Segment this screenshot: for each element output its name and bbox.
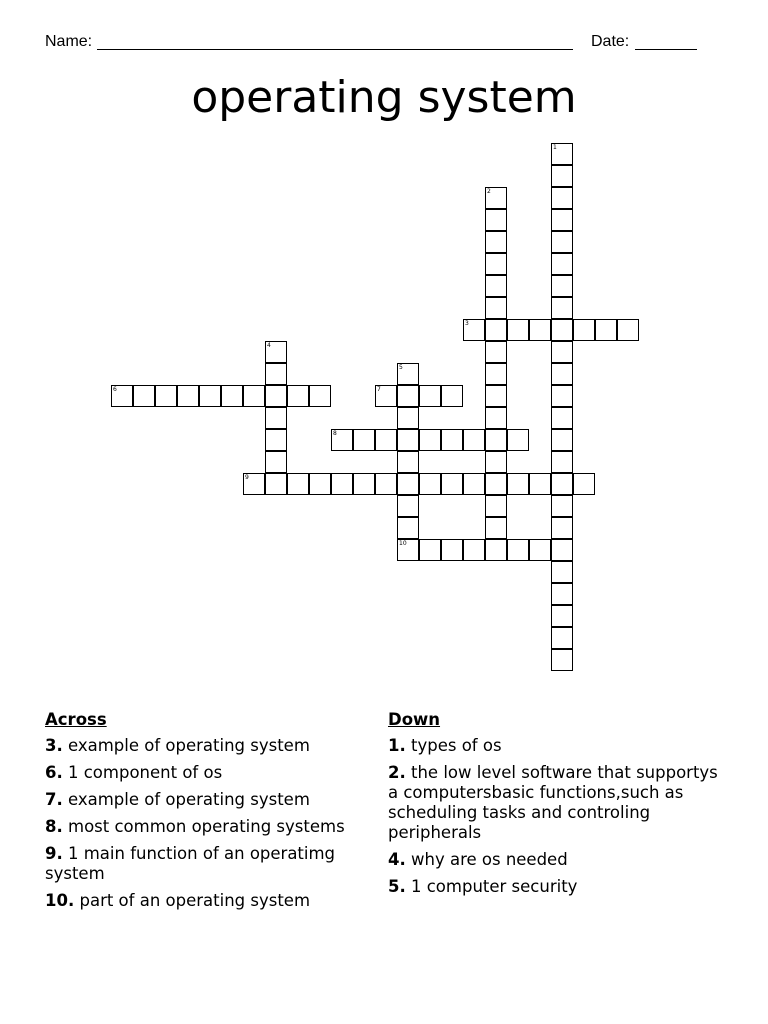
crossword-cell[interactable] — [551, 473, 573, 495]
clue-item-number: 9. — [45, 844, 63, 863]
crossword-cell[interactable] — [573, 319, 595, 341]
crossword-cell[interactable] — [529, 539, 551, 561]
crossword-cell[interactable] — [551, 517, 573, 539]
crossword-cell[interactable] — [551, 297, 573, 319]
crossword-cell[interactable] — [551, 187, 573, 209]
crossword-cell[interactable] — [331, 473, 353, 495]
clue-number: 2 — [487, 188, 491, 195]
clue-item-text: the low level software that supportys a computersbasic functions,such as scheduling tasks and controling peripherals — [388, 763, 718, 842]
down-clues — [388, 710, 728, 904]
crossword-cell[interactable] — [463, 319, 485, 341]
crossword-cell[interactable] — [485, 363, 507, 385]
clue-number: 9 — [245, 474, 249, 481]
crossword-cell[interactable] — [243, 473, 265, 495]
clue-item — [45, 817, 365, 837]
crossword-cell[interactable] — [507, 539, 529, 561]
crossword-cell[interactable] — [529, 319, 551, 341]
crossword-cell[interactable] — [551, 539, 573, 561]
clue-item-text: types of os — [405, 736, 502, 755]
crossword-cell[interactable] — [199, 385, 221, 407]
crossword-cell[interactable] — [551, 583, 573, 605]
crossword-cell[interactable] — [485, 539, 507, 561]
crossword-cell[interactable] — [397, 517, 419, 539]
clue-item-number: 8. — [45, 817, 63, 836]
crossword-cell[interactable] — [419, 539, 441, 561]
clue-number: 4 — [267, 342, 271, 349]
crossword-cell[interactable] — [551, 363, 573, 385]
crossword-cell[interactable] — [551, 275, 573, 297]
crossword-cell[interactable] — [551, 253, 573, 275]
clue-item-number: 1. — [388, 736, 406, 755]
crossword-cell[interactable] — [397, 385, 419, 407]
crossword-cell[interactable] — [331, 429, 353, 451]
crossword-cell[interactable] — [419, 473, 441, 495]
clue-item-text: 1 main function of an operatimg system — [45, 844, 336, 883]
crossword-cell[interactable] — [287, 385, 309, 407]
clue-item-number: 2. — [388, 763, 406, 782]
crossword-cell[interactable] — [441, 473, 463, 495]
crossword-cell[interactable] — [551, 231, 573, 253]
clue-item — [388, 763, 728, 843]
clue-item-text: example of operating system — [62, 790, 310, 809]
clue-item — [388, 877, 728, 897]
crossword-cell[interactable] — [485, 253, 507, 275]
clue-item — [388, 736, 728, 756]
clue-item — [45, 790, 365, 810]
crossword-cell[interactable] — [507, 473, 529, 495]
crossword-cell[interactable] — [485, 275, 507, 297]
crossword-cell[interactable] — [485, 473, 507, 495]
crossword-cell[interactable] — [551, 561, 573, 583]
down-clue-list — [388, 736, 728, 897]
clue-number: 10 — [399, 540, 407, 547]
crossword-cell[interactable] — [507, 319, 529, 341]
crossword-cell[interactable] — [551, 429, 573, 451]
clue-item-number: 5. — [388, 877, 406, 896]
crossword-cell[interactable] — [375, 385, 397, 407]
clue-item-number: 7. — [45, 790, 63, 809]
clue-item — [45, 736, 365, 756]
clue-item — [45, 844, 365, 884]
crossword-cell[interactable] — [551, 319, 573, 341]
crossword-cell[interactable] — [265, 451, 287, 473]
crossword-cell[interactable] — [551, 385, 573, 407]
date-label: Date: — [591, 33, 630, 50]
crossword-cell[interactable] — [595, 319, 617, 341]
crossword-cell[interactable] — [463, 473, 485, 495]
crossword-cell[interactable] — [265, 363, 287, 385]
crossword-cell[interactable] — [485, 341, 507, 363]
crossword-cell[interactable] — [353, 429, 375, 451]
crossword-cell[interactable] — [397, 495, 419, 517]
clue-item-text: part of an operating system — [74, 891, 311, 910]
clue-item — [45, 891, 365, 911]
crossword-cell[interactable] — [265, 429, 287, 451]
clue-number: 7 — [377, 386, 381, 393]
clue-item-text: example of operating system — [62, 736, 310, 755]
crossword-cell[interactable] — [221, 385, 243, 407]
crossword-cell[interactable] — [551, 451, 573, 473]
crossword-cell[interactable] — [485, 517, 507, 539]
down-heading: Down — [388, 710, 441, 729]
crossword-cell[interactable] — [177, 385, 199, 407]
clue-item-number: 4. — [388, 850, 406, 869]
crossword-cell[interactable] — [573, 473, 595, 495]
crossword-cell[interactable] — [485, 231, 507, 253]
crossword-cell[interactable] — [463, 539, 485, 561]
crossword-cell[interactable] — [485, 451, 507, 473]
crossword-cell[interactable] — [507, 429, 529, 451]
clue-item — [388, 850, 728, 870]
crossword-cell[interactable] — [529, 473, 551, 495]
crossword-cell[interactable] — [265, 473, 287, 495]
crossword-cell[interactable] — [617, 319, 639, 341]
crossword-cell[interactable] — [375, 429, 397, 451]
crossword-cell[interactable] — [287, 473, 309, 495]
across-heading: Across — [45, 710, 107, 729]
crossword-cell[interactable] — [441, 539, 463, 561]
crossword-cell[interactable] — [551, 143, 573, 165]
crossword-cell[interactable] — [397, 407, 419, 429]
crossword-cell[interactable] — [551, 605, 573, 627]
crossword-cell[interactable] — [551, 341, 573, 363]
clue-item-text: most common operating systems — [62, 817, 345, 836]
clue-number: 8 — [333, 430, 337, 437]
crossword-cell[interactable] — [551, 649, 573, 671]
crossword-cell[interactable] — [375, 473, 397, 495]
clue-item-number: 6. — [45, 763, 63, 782]
crossword-cell[interactable] — [397, 473, 419, 495]
clue-item-number: 3. — [45, 736, 63, 755]
crossword-cell[interactable] — [485, 407, 507, 429]
crossword-cell[interactable] — [485, 429, 507, 451]
clue-number: 3 — [465, 320, 469, 327]
clue-item-text: 1 component of os — [62, 763, 223, 782]
crossword-cell[interactable] — [265, 341, 287, 363]
clue-item — [45, 763, 365, 783]
crossword-cell[interactable] — [397, 429, 419, 451]
name-label: Name: — [45, 33, 93, 50]
crossword-cell[interactable] — [551, 165, 573, 187]
crossword-cell[interactable] — [265, 407, 287, 429]
crossword-cell[interactable] — [397, 451, 419, 473]
clue-number: 6 — [113, 386, 117, 393]
crossword-cell[interactable] — [485, 297, 507, 319]
crossword-cell[interactable] — [265, 385, 287, 407]
crossword-cell[interactable] — [309, 385, 331, 407]
crossword-cell[interactable] — [133, 385, 155, 407]
crossword-cell[interactable] — [551, 209, 573, 231]
crossword-cell[interactable] — [485, 209, 507, 231]
crossword-cell[interactable] — [441, 429, 463, 451]
across-clue-list — [45, 736, 365, 911]
clue-item-number: 10. — [45, 891, 75, 910]
crossword-cell[interactable] — [551, 407, 573, 429]
clue-number: 5 — [399, 364, 403, 371]
crossword-cell[interactable] — [551, 495, 573, 517]
clue-number: 1 — [553, 144, 557, 151]
crossword-cell[interactable] — [485, 319, 507, 341]
crossword-cell[interactable] — [397, 363, 419, 385]
across-clues — [45, 710, 365, 918]
crossword-cell[interactable] — [463, 429, 485, 451]
crossword-cell[interactable] — [309, 473, 331, 495]
crossword-cell[interactable] — [111, 385, 133, 407]
clue-item-text: 1 computer security — [405, 877, 578, 896]
crossword-cell[interactable] — [353, 473, 375, 495]
crossword-cell[interactable] — [397, 539, 419, 561]
clue-item-text: why are os needed — [405, 850, 568, 869]
crossword-cell[interactable] — [485, 187, 507, 209]
crossword-cell[interactable] — [419, 429, 441, 451]
crossword-cell[interactable] — [155, 385, 177, 407]
crossword-cell[interactable] — [485, 495, 507, 517]
crossword-cell[interactable] — [485, 385, 507, 407]
crossword-cell[interactable] — [419, 385, 441, 407]
crossword-cell[interactable] — [441, 385, 463, 407]
crossword-cell[interactable] — [243, 385, 265, 407]
crossword-cell[interactable] — [551, 627, 573, 649]
page-title: operating system — [191, 72, 577, 123]
